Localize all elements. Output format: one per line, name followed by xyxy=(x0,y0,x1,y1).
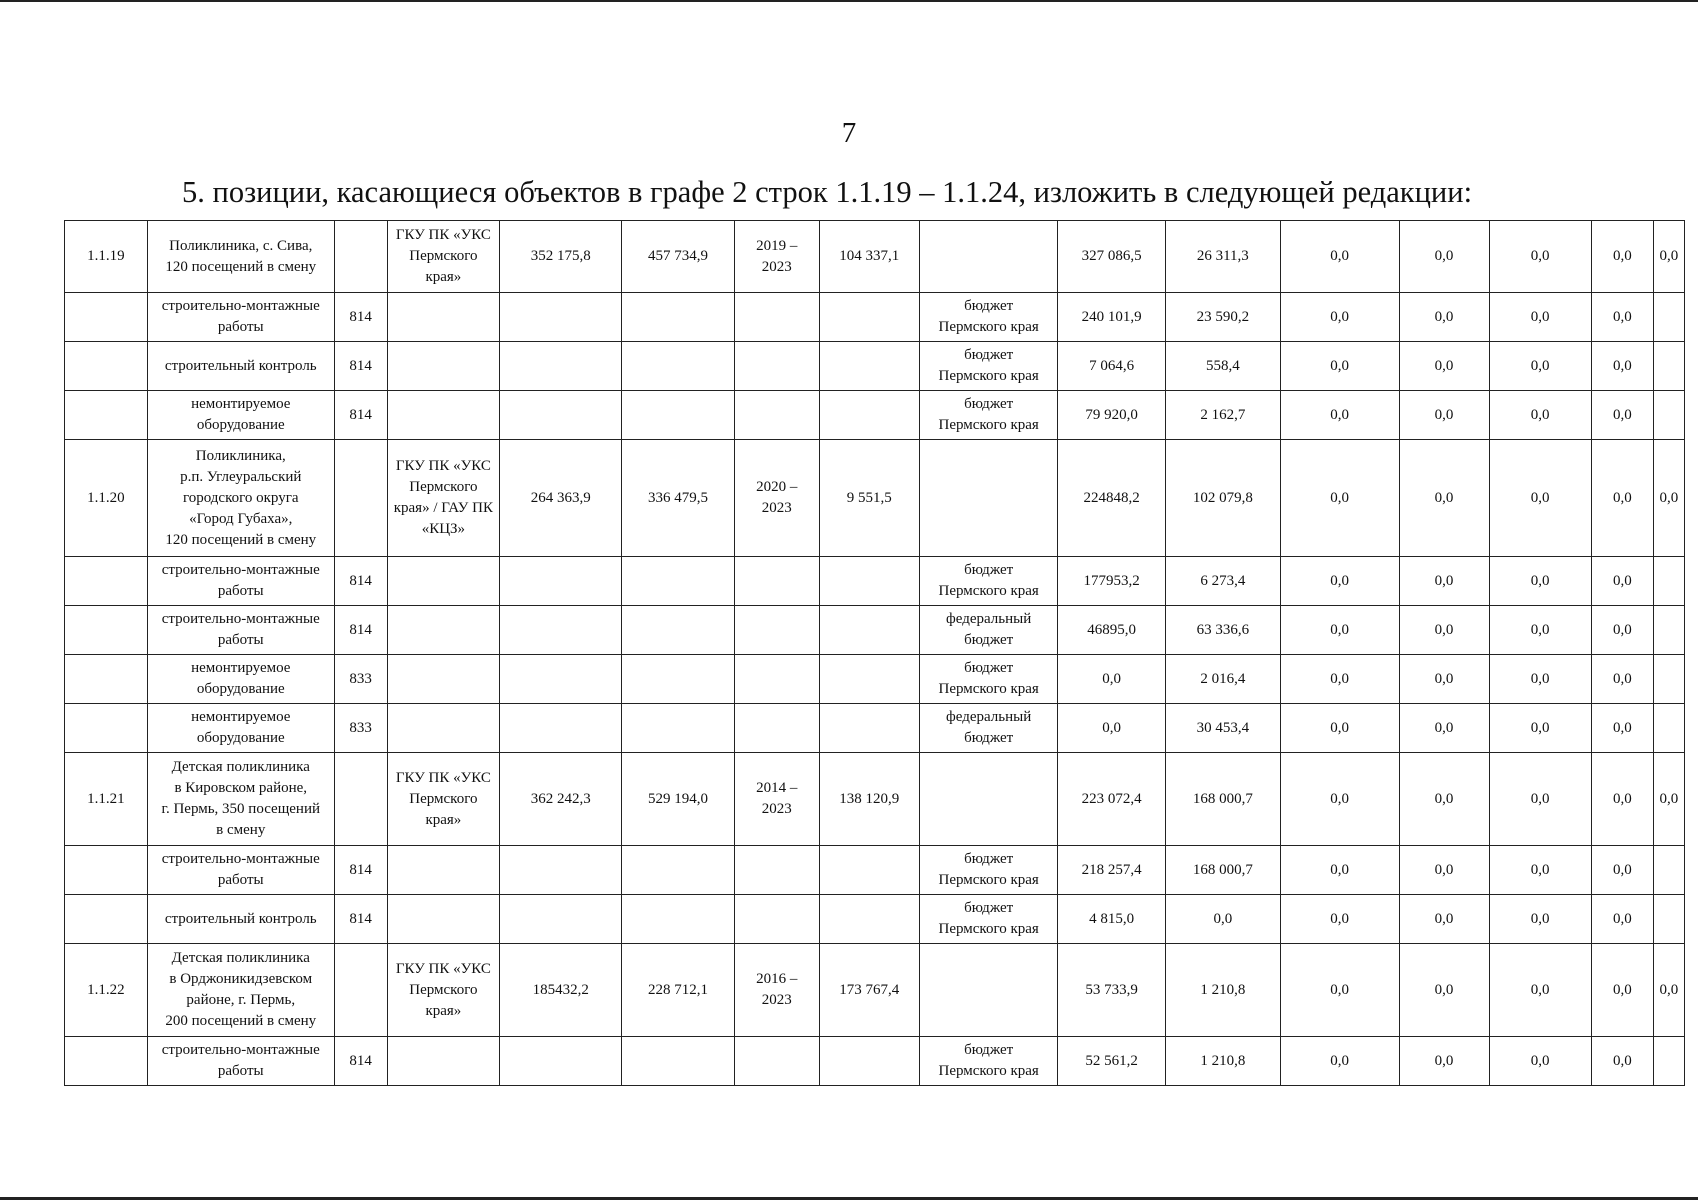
table-cell: 2016 – 2023 xyxy=(734,944,819,1037)
table-cell xyxy=(65,655,148,704)
table-cell: 0,0 xyxy=(1591,944,1653,1037)
table-cell xyxy=(819,391,919,440)
table-cell: 0,0 xyxy=(1399,342,1489,391)
table-cell: строительно-монтажные работы xyxy=(147,293,334,342)
table-cell xyxy=(919,753,1058,846)
table-cell: 52 561,2 xyxy=(1058,1037,1166,1086)
table-cell xyxy=(387,846,500,895)
table-cell: 0,0 xyxy=(1280,846,1399,895)
table-cell: бюджет Пермского края xyxy=(919,1037,1058,1086)
table-cell: 0,0 xyxy=(1489,846,1591,895)
table-cell: 0,0 xyxy=(1058,704,1166,753)
table-cell: 0,0 xyxy=(1591,753,1653,846)
table-row-subitem xyxy=(65,704,1685,753)
table-cell: 228 712,1 xyxy=(622,944,735,1037)
table-cell: 0,0 xyxy=(1399,895,1489,944)
table-cell xyxy=(500,655,622,704)
table-cell xyxy=(65,557,148,606)
table-cell xyxy=(1653,846,1684,895)
table-cell: бюджет Пермского края xyxy=(919,342,1058,391)
table-cell xyxy=(622,704,735,753)
table-cell xyxy=(622,846,735,895)
table-cell xyxy=(65,1037,148,1086)
table-cell xyxy=(734,1037,819,1086)
table-cell: 173 767,4 xyxy=(819,944,919,1037)
table-cell: 0,0 xyxy=(1591,846,1653,895)
table-cell: 0,0 xyxy=(1591,606,1653,655)
table-cell: 336 479,5 xyxy=(622,440,735,557)
table-row-object xyxy=(65,221,1685,293)
table-cell xyxy=(734,342,819,391)
table-cell: бюджет Пермского края xyxy=(919,895,1058,944)
table-row-subitem xyxy=(65,1037,1685,1086)
table-cell xyxy=(819,293,919,342)
table-cell: немонтируемое оборудование xyxy=(147,655,334,704)
table-cell: 0,0 xyxy=(1591,704,1653,753)
table-cell: Детская поликлиника в Кировском районе, г. Пермь, 350 посещений в смену xyxy=(147,753,334,846)
table-cell: 0,0 xyxy=(1280,753,1399,846)
table-cell: 0,0 xyxy=(1280,440,1399,557)
table-cell xyxy=(919,944,1058,1037)
table-cell xyxy=(734,655,819,704)
table-cell: 0,0 xyxy=(1591,557,1653,606)
table-cell: 7 064,6 xyxy=(1058,342,1166,391)
table-cell: 0,0 xyxy=(1489,895,1591,944)
table-cell: строительно-монтажные работы xyxy=(147,1037,334,1086)
table-cell xyxy=(819,606,919,655)
table-row-subitem xyxy=(65,557,1685,606)
table-cell xyxy=(734,391,819,440)
table-cell: ГКУ ПК «УКС Пермского края» / ГАУ ПК «КЦЗ» xyxy=(387,440,500,557)
table-cell: 0,0 xyxy=(1280,655,1399,704)
table-cell xyxy=(65,846,148,895)
table-cell: 0,0 xyxy=(1280,391,1399,440)
table-cell xyxy=(65,606,148,655)
table-cell: 264 363,9 xyxy=(500,440,622,557)
table-cell: 0,0 xyxy=(1591,293,1653,342)
table-cell: 457 734,9 xyxy=(622,221,735,293)
table-cell: 814 xyxy=(334,895,387,944)
table-cell: 224848,2 xyxy=(1058,440,1166,557)
table-cell xyxy=(500,606,622,655)
table-cell xyxy=(387,557,500,606)
table-cell: 814 xyxy=(334,293,387,342)
table-cell: 0,0 xyxy=(1280,1037,1399,1086)
table-cell xyxy=(622,391,735,440)
table-cell: 1.1.22 xyxy=(65,944,148,1037)
table-cell: 185432,2 xyxy=(500,944,622,1037)
table-cell: 223 072,4 xyxy=(1058,753,1166,846)
table-cell: 0,0 xyxy=(1280,557,1399,606)
table-cell xyxy=(919,440,1058,557)
table-cell: 352 175,8 xyxy=(500,221,622,293)
table-cell: бюджет Пермского края xyxy=(919,846,1058,895)
table-row-subitem xyxy=(65,606,1685,655)
table-cell: 814 xyxy=(334,342,387,391)
table-cell: 0,0 xyxy=(1399,1037,1489,1086)
table-cell xyxy=(622,1037,735,1086)
table-cell: строительный контроль xyxy=(147,895,334,944)
table-cell xyxy=(387,342,500,391)
table-row-object xyxy=(65,440,1685,557)
table-cell: 0,0 xyxy=(1165,895,1280,944)
table-cell xyxy=(734,846,819,895)
table-cell: 0,0 xyxy=(1489,221,1591,293)
table-cell xyxy=(500,342,622,391)
table-cell: 2019 – 2023 xyxy=(734,221,819,293)
table-cell: 814 xyxy=(334,846,387,895)
table-cell xyxy=(1653,895,1684,944)
table-cell: 0,0 xyxy=(1280,704,1399,753)
table-row-subitem xyxy=(65,895,1685,944)
table-cell: ГКУ ПК «УКС Пермского края» xyxy=(387,944,500,1037)
table-cell xyxy=(734,293,819,342)
table-cell: 833 xyxy=(334,704,387,753)
table-cell xyxy=(334,944,387,1037)
table-cell: 168 000,7 xyxy=(1165,846,1280,895)
table-cell xyxy=(65,895,148,944)
table-cell: Детская поликлиника в Орджоникидзевском районе, г. Пермь, 200 посещений в смену xyxy=(147,944,334,1037)
table-cell xyxy=(65,342,148,391)
table-cell: 0,0 xyxy=(1280,895,1399,944)
table-cell: 23 590,2 xyxy=(1165,293,1280,342)
table-cell: 0,0 xyxy=(1399,846,1489,895)
table-cell: 46895,0 xyxy=(1058,606,1166,655)
table-cell: немонтируемое оборудование xyxy=(147,391,334,440)
table-cell xyxy=(65,391,148,440)
table-cell: 63 336,6 xyxy=(1165,606,1280,655)
table-cell xyxy=(500,557,622,606)
table-row-subitem xyxy=(65,391,1685,440)
table-cell: 0,0 xyxy=(1489,606,1591,655)
table-cell: немонтируемое оборудование xyxy=(147,704,334,753)
table-cell: 0,0 xyxy=(1399,704,1489,753)
table-cell: 104 337,1 xyxy=(819,221,919,293)
table-cell xyxy=(1653,342,1684,391)
section-heading: 5. позиции, касающиеся объектов в графе 2 строк 1.1.19 – 1.1.24, изложить в следующей редакции: xyxy=(182,175,1473,209)
table-row-subitem xyxy=(65,293,1685,342)
table-cell xyxy=(1653,391,1684,440)
table-cell: 0,0 xyxy=(1489,293,1591,342)
table-cell: 177953,2 xyxy=(1058,557,1166,606)
table-cell: 0,0 xyxy=(1399,293,1489,342)
table-cell: 2014 – 2023 xyxy=(734,753,819,846)
table-cell: строительно-монтажные работы xyxy=(147,557,334,606)
table-cell: строительно-монтажные работы xyxy=(147,846,334,895)
table-cell: 362 242,3 xyxy=(500,753,622,846)
table-cell xyxy=(734,895,819,944)
table-cell: строительно-монтажные работы xyxy=(147,606,334,655)
table-cell: ГКУ ПК «УКС Пермского края» xyxy=(387,221,500,293)
table-cell: 102 079,8 xyxy=(1165,440,1280,557)
table-cell: 2 162,7 xyxy=(1165,391,1280,440)
table-cell xyxy=(734,704,819,753)
table-cell: Поликлиника, р.п. Углеуральский городского округа «Город Губаха», 120 посещений в смену xyxy=(147,440,334,557)
table-cell: 53 733,9 xyxy=(1058,944,1166,1037)
table-row-subitem xyxy=(65,846,1685,895)
table-cell: 0,0 xyxy=(1489,557,1591,606)
table-cell: 0,0 xyxy=(1280,221,1399,293)
table-cell: 0,0 xyxy=(1591,440,1653,557)
table-cell: бюджет Пермского края xyxy=(919,557,1058,606)
table-cell: 814 xyxy=(334,1037,387,1086)
table-cell xyxy=(1653,606,1684,655)
table-cell: строительный контроль xyxy=(147,342,334,391)
table-cell xyxy=(387,391,500,440)
table-cell: 814 xyxy=(334,391,387,440)
table-cell xyxy=(500,895,622,944)
table-cell: 26 311,3 xyxy=(1165,221,1280,293)
table-cell xyxy=(500,391,622,440)
table-cell: 0,0 xyxy=(1399,221,1489,293)
table-cell: 0,0 xyxy=(1653,440,1684,557)
table-cell: бюджет Пермского края xyxy=(919,293,1058,342)
table-cell xyxy=(734,557,819,606)
table-cell xyxy=(1653,1037,1684,1086)
table-cell: бюджет Пермского края xyxy=(919,655,1058,704)
table-cell xyxy=(622,895,735,944)
table-cell: 0,0 xyxy=(1280,342,1399,391)
table-cell: 0,0 xyxy=(1399,557,1489,606)
table-cell xyxy=(819,895,919,944)
table-cell: 0,0 xyxy=(1591,895,1653,944)
table-cell: 1.1.19 xyxy=(65,221,148,293)
table-cell xyxy=(819,846,919,895)
table-cell xyxy=(500,1037,622,1086)
table-cell: 0,0 xyxy=(1489,342,1591,391)
table-cell: 0,0 xyxy=(1653,944,1684,1037)
table-cell: 0,0 xyxy=(1591,655,1653,704)
scan-border-top xyxy=(0,0,1698,2)
table-cell xyxy=(387,1037,500,1086)
table-cell: 814 xyxy=(334,606,387,655)
table-cell: 0,0 xyxy=(1653,221,1684,293)
table-cell xyxy=(65,704,148,753)
table-row-subitem xyxy=(65,342,1685,391)
table-cell: 0,0 xyxy=(1489,753,1591,846)
table-cell: 814 xyxy=(334,557,387,606)
table-cell: 0,0 xyxy=(1489,440,1591,557)
table-cell: 1 210,8 xyxy=(1165,1037,1280,1086)
table-cell: 1.1.21 xyxy=(65,753,148,846)
table-cell: 2020 – 2023 xyxy=(734,440,819,557)
table-body xyxy=(65,221,1685,1086)
table-cell xyxy=(622,606,735,655)
table-cell xyxy=(65,293,148,342)
table-cell xyxy=(819,342,919,391)
table-cell: 168 000,7 xyxy=(1165,753,1280,846)
table-cell xyxy=(1653,557,1684,606)
table-cell: 558,4 xyxy=(1165,342,1280,391)
table-cell xyxy=(334,440,387,557)
table-cell xyxy=(387,895,500,944)
table-cell xyxy=(622,293,735,342)
table-cell: 0,0 xyxy=(1399,606,1489,655)
table-cell: 0,0 xyxy=(1591,221,1653,293)
table-cell: 0,0 xyxy=(1489,391,1591,440)
objects-table xyxy=(64,220,1685,1086)
table-cell: 9 551,5 xyxy=(819,440,919,557)
table-cell: 0,0 xyxy=(1058,655,1166,704)
table-cell: федеральный бюджет xyxy=(919,606,1058,655)
table-cell: 327 086,5 xyxy=(1058,221,1166,293)
table-cell: 4 815,0 xyxy=(1058,895,1166,944)
table-cell: 0,0 xyxy=(1399,655,1489,704)
table-cell xyxy=(1653,704,1684,753)
table-cell: бюджет Пермского края xyxy=(919,391,1058,440)
table-cell: 240 101,9 xyxy=(1058,293,1166,342)
table-cell: ГКУ ПК «УКС Пермского края» xyxy=(387,753,500,846)
table-cell: 0,0 xyxy=(1489,1037,1591,1086)
table-cell xyxy=(919,221,1058,293)
table-cell: 0,0 xyxy=(1591,1037,1653,1086)
table-cell: 0,0 xyxy=(1489,944,1591,1037)
table-cell: 0,0 xyxy=(1399,440,1489,557)
table-row-object xyxy=(65,753,1685,846)
table-cell xyxy=(622,557,735,606)
table-cell: 0,0 xyxy=(1280,293,1399,342)
table-cell: 0,0 xyxy=(1591,342,1653,391)
table-cell: 0,0 xyxy=(1489,704,1591,753)
table-cell: 0,0 xyxy=(1591,391,1653,440)
table-cell xyxy=(1653,655,1684,704)
table-cell: 0,0 xyxy=(1399,944,1489,1037)
table-cell: 218 257,4 xyxy=(1058,846,1166,895)
table-cell xyxy=(819,557,919,606)
table-cell xyxy=(1653,293,1684,342)
table-cell xyxy=(819,1037,919,1086)
table-cell: 0,0 xyxy=(1280,606,1399,655)
table-cell: 0,0 xyxy=(1399,753,1489,846)
table-cell: 2 016,4 xyxy=(1165,655,1280,704)
table-cell xyxy=(387,606,500,655)
table-cell xyxy=(334,221,387,293)
table-cell: 0,0 xyxy=(1653,753,1684,846)
table-cell: 833 xyxy=(334,655,387,704)
table-cell: 6 273,4 xyxy=(1165,557,1280,606)
table-row-object xyxy=(65,944,1685,1037)
table-cell xyxy=(387,655,500,704)
table-cell xyxy=(334,753,387,846)
table-cell: 30 453,4 xyxy=(1165,704,1280,753)
table-row-subitem xyxy=(65,655,1685,704)
table-cell xyxy=(819,655,919,704)
table-cell: 138 120,9 xyxy=(819,753,919,846)
table-cell xyxy=(500,704,622,753)
table-cell: 1.1.20 xyxy=(65,440,148,557)
table-cell: федеральный бюджет xyxy=(919,704,1058,753)
table-cell: 529 194,0 xyxy=(622,753,735,846)
table-cell xyxy=(819,704,919,753)
table-cell xyxy=(734,606,819,655)
table-cell xyxy=(500,293,622,342)
table-cell: Поликлиника, с. Сива, 120 посещений в смену xyxy=(147,221,334,293)
table-cell: 0,0 xyxy=(1280,944,1399,1037)
table-cell: 0,0 xyxy=(1399,391,1489,440)
table-cell xyxy=(387,704,500,753)
page-number: 7 xyxy=(841,117,857,149)
table-cell xyxy=(387,293,500,342)
table-cell: 1 210,8 xyxy=(1165,944,1280,1037)
table-cell xyxy=(622,655,735,704)
table-cell xyxy=(622,342,735,391)
table-cell: 0,0 xyxy=(1489,655,1591,704)
table-cell xyxy=(500,846,622,895)
table-cell: 79 920,0 xyxy=(1058,391,1166,440)
